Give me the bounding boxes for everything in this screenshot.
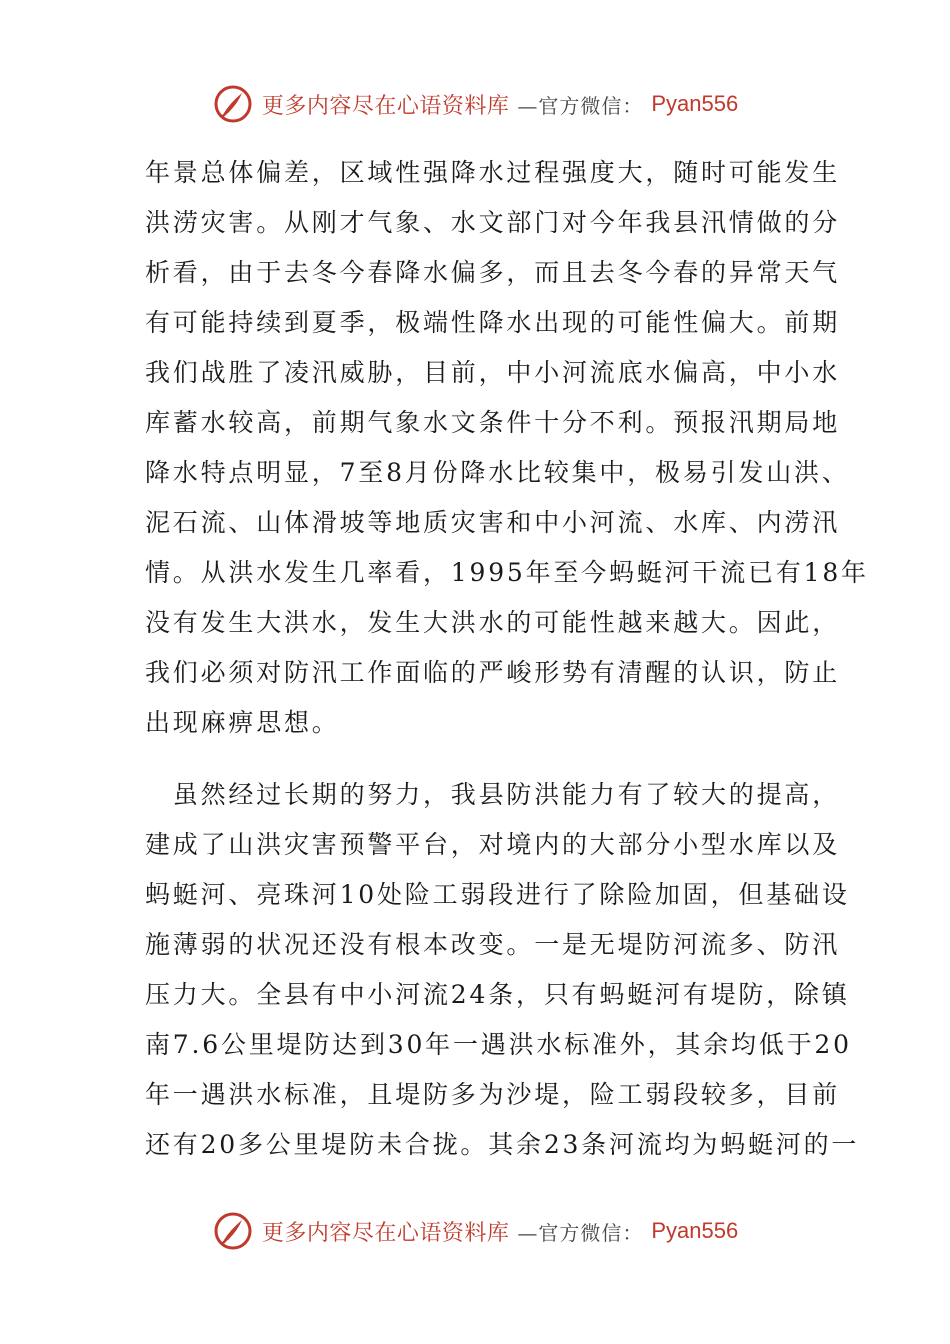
- text-line: 泥石流、山体滑坡等地质灾害和中小河流、水库、内涝汛: [145, 508, 841, 537]
- text-line: 压力大。全县有中小河流24条，只有蚂蜓河有堤防，除镇: [145, 980, 850, 1009]
- banner-separator: —官方微信：: [517, 93, 644, 118]
- text-line: 我们必须对防汛工作面临的严峻形势有清醒的认识，防止: [145, 658, 841, 687]
- banner-title: 更多内容尽在心语资料库: [261, 93, 510, 119]
- text-line: 情。从洪水发生几率看，1995年至今蚂蜓河干流已有18年: [145, 558, 869, 587]
- text-line: 出现麻痹思想。: [145, 708, 340, 737]
- text-line: 施薄弱的状况还没有根本改变。一是无堤防河流多、防汛: [145, 930, 841, 959]
- text-line: 虽然经过长期的努力，我县防洪能力有了较大的提高，: [145, 780, 841, 809]
- banner-title: 更多内容尽在心语资料库: [261, 1220, 510, 1246]
- text-line: 没有发生大洪水，发生大洪水的可能性越来越大。因此，: [145, 608, 841, 637]
- text-line: 南7.6公里堤防达到30年一遇洪水标准外，其余均低于20: [145, 1030, 852, 1059]
- text-line: 析看，由于去冬今春降水偏多，而且去冬今春的异常天气: [145, 258, 841, 287]
- banner-wechat-handle: Pyan556: [651, 91, 739, 116]
- text-line: 库蓄水较高，前期气象水文条件十分不利。预报汛期局地: [145, 408, 841, 437]
- text-line: 建成了山洪灾害预警平台，对境内的大部分小型水库以及: [145, 830, 841, 859]
- footer-banner: [0, 1207, 950, 1255]
- banner-wechat-handle: Pyan556: [651, 1218, 739, 1243]
- text-line: 有可能持续到夏季，极端性降水出现的可能性偏大。前期: [145, 308, 841, 337]
- text-line: 洪涝灾害。从刚才气象、水文部门对今年我县汛情做的分: [145, 208, 841, 237]
- quill-logo-icon: [212, 1210, 254, 1252]
- text-line: 年景总体偏差，区域性强降水过程强度大，随时可能发生: [145, 158, 841, 187]
- text-line: 蚂蜓河、亮珠河10处险工弱段进行了除险加固，但基础设: [145, 880, 850, 909]
- banner-separator: —官方微信：: [517, 1220, 644, 1245]
- paragraph-1: [145, 148, 869, 748]
- text-line: 还有20多公里堤防未合拢。其余23条河流均为蚂蜓河的一: [145, 1130, 860, 1159]
- text-line: 年一遇洪水标准，且堤防多为沙堤，险工弱段较多，目前: [145, 1080, 841, 1109]
- paragraph-spacer: [145, 748, 805, 770]
- header-banner: [0, 80, 950, 128]
- text-line: 我们战胜了凌汛威胁，目前，中小河流底水偏高，中小水: [145, 358, 841, 387]
- quill-logo-icon: [212, 83, 254, 125]
- paragraph-2: [145, 770, 860, 1170]
- text-line: 降水特点明显，7至8月份降水比较集中，极易引发山洪、: [145, 458, 850, 487]
- document-body: [145, 148, 869, 1170]
